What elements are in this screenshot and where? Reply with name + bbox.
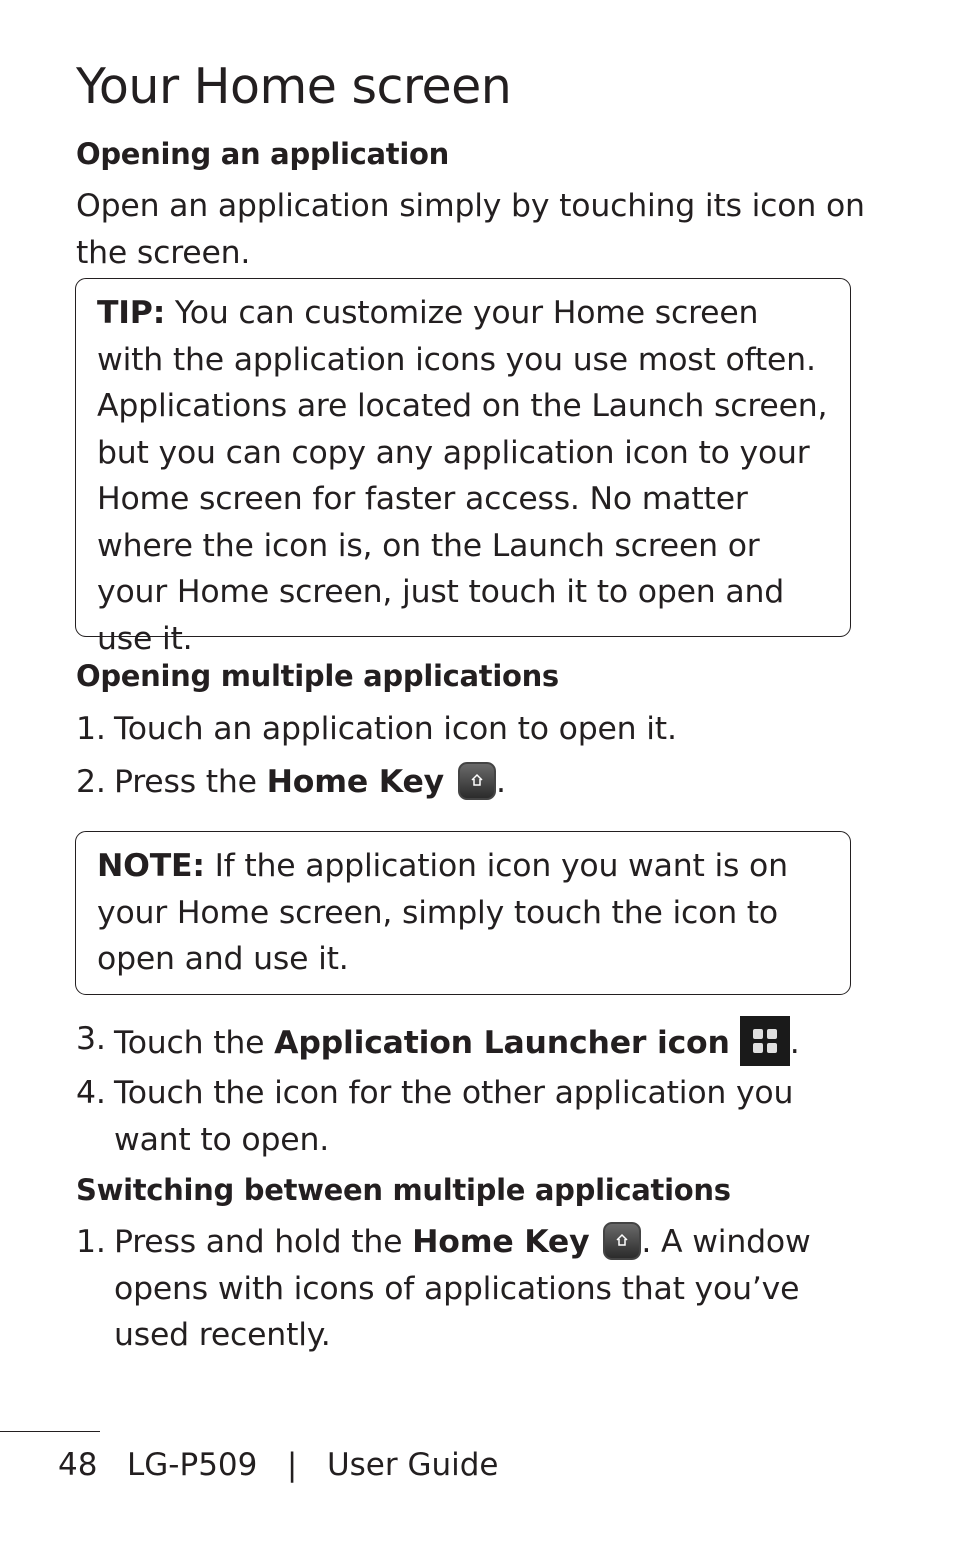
footer-model: LG-P509: [127, 1447, 258, 1483]
step-post: . A window opens with icons of applications that you’ve used recently.: [114, 1224, 811, 1353]
step-3: [76, 1016, 866, 1067]
note-box: [75, 831, 851, 995]
step-post: .: [789, 1025, 800, 1061]
step-bold: Home Key: [266, 764, 444, 800]
note-body: If the application icon you want is on your Home screen, simply touch the icon to open and use it.: [97, 848, 788, 977]
step-4: [76, 1070, 866, 1163]
step-1-switching: [76, 1219, 866, 1359]
step-2: [76, 759, 866, 806]
step-number: 1.: [76, 1224, 106, 1260]
step-text: [114, 1219, 866, 1359]
step-text: [114, 1016, 866, 1067]
note-text: [97, 843, 832, 983]
footer: [58, 1444, 498, 1486]
step-number: 2.: [76, 764, 106, 800]
step-post: .: [495, 764, 506, 800]
step-pre: Press and hold the: [114, 1224, 413, 1260]
tip-line1: You can customize your Home screen: [165, 295, 759, 331]
step-1: [76, 706, 866, 753]
tip-text: [97, 290, 832, 662]
step-pre: Touch the: [114, 1025, 275, 1061]
footer-guide: User Guide: [326, 1447, 499, 1483]
tip-box: [75, 278, 851, 657]
step-number: 4.: [76, 1075, 106, 1111]
step-pre: Press the: [114, 764, 267, 800]
tip-rest: with the application icons you use most often. Applications are located on the Launch screen, but you can copy any application icon to your Home screen for faster access. No matter where the icon is, on the Launch screen or your Home screen, just touch it to open and use it.: [97, 341, 828, 657]
section-body-opening-application: Open an application simply by touching its icon on the screen.: [76, 188, 865, 271]
application-launcher-icon: [740, 1016, 790, 1066]
step-bold: Application Launcher icon: [274, 1025, 730, 1061]
page-title: Your Home screen: [76, 58, 512, 115]
footer-page-number: 48: [58, 1447, 98, 1483]
step-number: 1.: [76, 711, 106, 747]
tip-label: TIP:: [97, 295, 166, 331]
section-heading-multiple-applications: Opening multiple applications: [76, 659, 559, 693]
home-key-icon: [458, 762, 496, 800]
section-heading-switching-applications: Switching between multiple applications: [76, 1173, 731, 1207]
section-heading-opening-application: Opening an application: [76, 137, 449, 171]
step-text: Touch an application icon to open it.: [114, 711, 677, 747]
footer-separator: |: [286, 1447, 298, 1483]
home-key-icon: [603, 1222, 641, 1260]
step-bold: Home Key: [412, 1224, 590, 1260]
note-label: NOTE:: [97, 848, 205, 884]
step-number: 3.: [76, 1021, 106, 1057]
step-text: [114, 759, 866, 806]
footer-rule: [0, 1431, 100, 1432]
step-text: Touch the icon for the other application you want to open.: [114, 1075, 794, 1158]
